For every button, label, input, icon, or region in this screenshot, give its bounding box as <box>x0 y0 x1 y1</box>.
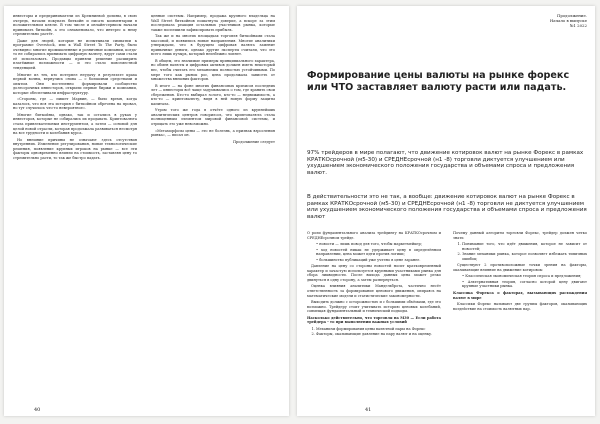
right-page-column-1 <box>307 231 441 407</box>
left-page-column-2 <box>151 14 275 402</box>
list-item: 2. Знание механики рынка, которое позволяет избежать типичных ошибок; <box>462 252 587 261</box>
header-line: Начало в выпуске <box>549 17 587 23</box>
paragraph: Давление на цену со стороны новостей носит кратковременный характер и зачастую используется крупными участниками рынка для сбора ликвидности. После выхода данных цена может резко двинуться в одну сторону, а затем развернуться. <box>307 264 441 282</box>
lead-paragraph-2: В действительности это не так, а вообще: движение котировок валют на рынке Форекс в рамках КРАТКОсрочной (м5-30) и СРЕДНЕсрочной (н1 -8) торговли не диктуется улучшением или ухудшением экономического положения государства и объемами спроса и предложения валют <box>307 194 587 220</box>
continuation-note: Продолжение следует <box>232 139 275 144</box>
article-title: Формирование цены валюты на рынке форекс или ЧТО заставляет валюту расти или падать. <box>307 70 570 93</box>
list-item: • ход новостей никак не удерживает цену в определённом направлении, цена может идти против логики; <box>316 248 441 257</box>
page-header <box>550 14 587 29</box>
paragraph: «Стороны, где — пишет Марвин, — было время, когда казалось, что вся эта история с биткойном обречена на провал, но тут случилось что-то невероятное». <box>13 97 137 111</box>
bold-subheading: Классика Форекса о факторах, вызывающих расхождения валют в мире <box>453 291 587 300</box>
paragraph: ценные системы. Например, продажа крупного владельца на Wall Street биткойнов пошатнула доверие, а вскоре за этим последовала реакция остальных участников рынка, которые также поспешили зафиксировать прибыль. <box>151 14 275 32</box>
numbered-list <box>453 242 587 261</box>
section-intro: О роли фундаментального анализа трейдингу на КРАТКОсрочном и СРЕДНЕсрочном трейде. <box>307 231 441 240</box>
paragraph: Утром того же года в отчёте одного из крупнейших аналитических центров говорилось, что криптовалюта стала полноценным элементом мировой финансовой системы, и отрицать это уже невозможно. <box>151 108 275 127</box>
right-page-column-2 <box>453 231 587 407</box>
paragraph: инвесторы и предприниматели из Кремниевой долины, в свою очередь, начали покупать биткойн и писать комментарии в положительном ключе. В том числе и онлайн-сервисы начали принимать биткойн, а это ознаменовало, что интерес к нему стремительно растёт. <box>13 14 137 37</box>
paragraph: Так же и на многих площадках торговля биткойнами стала массовой, и появились новые направления. Многие аналитики утверждали, что в будущем цифровая валюта заменит привычные деньги, однако другие эксперты считали, что это всего лишь пузырь, который неизбежно лопнет. <box>151 34 275 57</box>
paragraph: Оценка влияния аналитики Мандельброта, частично несёт ответственность за формирование ценового движения, опираясь на математические модели и статистические закономерности. <box>307 284 441 298</box>
bullet-list <box>307 242 441 262</box>
paragraph: Многие биткойны, однако, так и остались в руках у инвесторов, которые не собирались их продавать. Криптовалюта стала привлекательным инструментом, а затем — основой для целой новой отрасли, которая продолжала развиваться несмотря на все трудности и колебания курса. <box>13 112 137 136</box>
list-item: • Классическая экономическая теория спроса и предложения; <box>462 274 587 279</box>
bold-subheading: Насколько действительно, что торговля на М30 — Если работа трейдера - то при выполнении важных условий <box>307 315 441 325</box>
paragraph: В итоге — на фоне многих финансовых кризисов последних лет — инвесторы всё чаще задумывались о том, где хранить свои сбережения. Кто-то выбирал золото, кто-то — недвижимость, а кто-то — криптовалюту, видя в ней новую форму защиты капитала. <box>151 83 275 106</box>
paragraph: Даже для людей, которые не испытывали симпатии к программе Overstock, или к Wall Street To The Party, было очевидно: многие промышленные и розничные компании, когда-то не собирались принимать цифровую валюту, вдруг сами стали её использовать. Продавцы приняли решение расширить платёжные возможности — и это стало повсеместной тенденцией. <box>13 38 137 71</box>
paragraph: Классики Форекс называют две группы факторов, оказывающих воздействие на стоимость валютных пар. <box>453 302 587 311</box>
paragraph: «Метаморфозы цены — это не болезнь, а признак взросления рынка», — писал он. <box>151 128 275 138</box>
list-item: • Альтернативная теория, согласно которой цену двигают крупные участники рынка. <box>462 280 587 289</box>
list-item: • большинство публикаций уже учтено в цене заранее. <box>316 258 441 263</box>
paragraph: Но внешние причины не означают здесь отсутствия внутренних. Изменение регулирования, новые технологические решения, появление крупных игроков на рынке — все эти факторы одновременно влияли на стоимость, заставляя цену то стремительно расти, то так же быстро падать. <box>13 137 137 160</box>
left-page-column-1 <box>13 14 137 402</box>
bullet-list <box>453 274 587 289</box>
paragraph: В общем, это значимые примеры принципиального характера, но обмен валюты и цифровых активов должен иметь некоторый вес, чтобы считать его механизмы полностью устойчивыми. По мере того как рынок рос, цена продолжала зависеть от множества внешних факторов. <box>151 58 275 82</box>
list-item: 1. Понимание того, что идёт движения, которое не зависит от новостей; <box>462 242 587 251</box>
list-item: • новости — лишь повод для того, чтобы маркетмейкер; <box>316 242 441 247</box>
header-line: Продолжение. <box>556 13 587 18</box>
right-page <box>297 6 595 416</box>
left-page <box>4 6 289 416</box>
list-item: 1. Механизм формирования цены валютной пары на Форекс <box>316 327 441 332</box>
page-number: 40 <box>34 407 41 413</box>
paragraph: Многие из тех, кто потерпел неудачу в результате краха первой волны, вернулись снова — с большими средствами и опытом. Они постепенно формировали сообщество долгосрочных инвесторов, открыли первые биржи и компании, которые обеспечивали инфраструктуру. <box>13 72 137 95</box>
header-line: №1 2022 <box>569 22 587 28</box>
section-intro: Почему данный алгоритм торговли Форекс, трейдер должен четко знать: <box>453 231 587 240</box>
page-number: 41 <box>365 407 372 413</box>
lead-paragraph-1: 97% трейдеров в мире полагают, что движение котировок валют на рынке Форекс в рамках КРАТКОсрочной (м5-30) и СРЕДНЕсрочной (н1 -8) торговли диктуется улучшением или ухудшением экономического положения государства и объемами спроса и предложения валют. <box>307 150 584 176</box>
paragraph: Существуют 2 противоположные точки зрения на факторы, оказывающие влияние на движение котировок: <box>453 263 587 272</box>
list-item: 2. Факторы, оказывающие давление на пару валют и на оценку. <box>316 332 441 337</box>
numbered-list <box>307 327 441 337</box>
paragraph: Выходить должно с осторожностью и с большими объёмами, где это возможно. Трейдеру стоит учитывать историю ценовых колебаний, совмещая фундаментальный и технический подходы. <box>307 300 441 314</box>
